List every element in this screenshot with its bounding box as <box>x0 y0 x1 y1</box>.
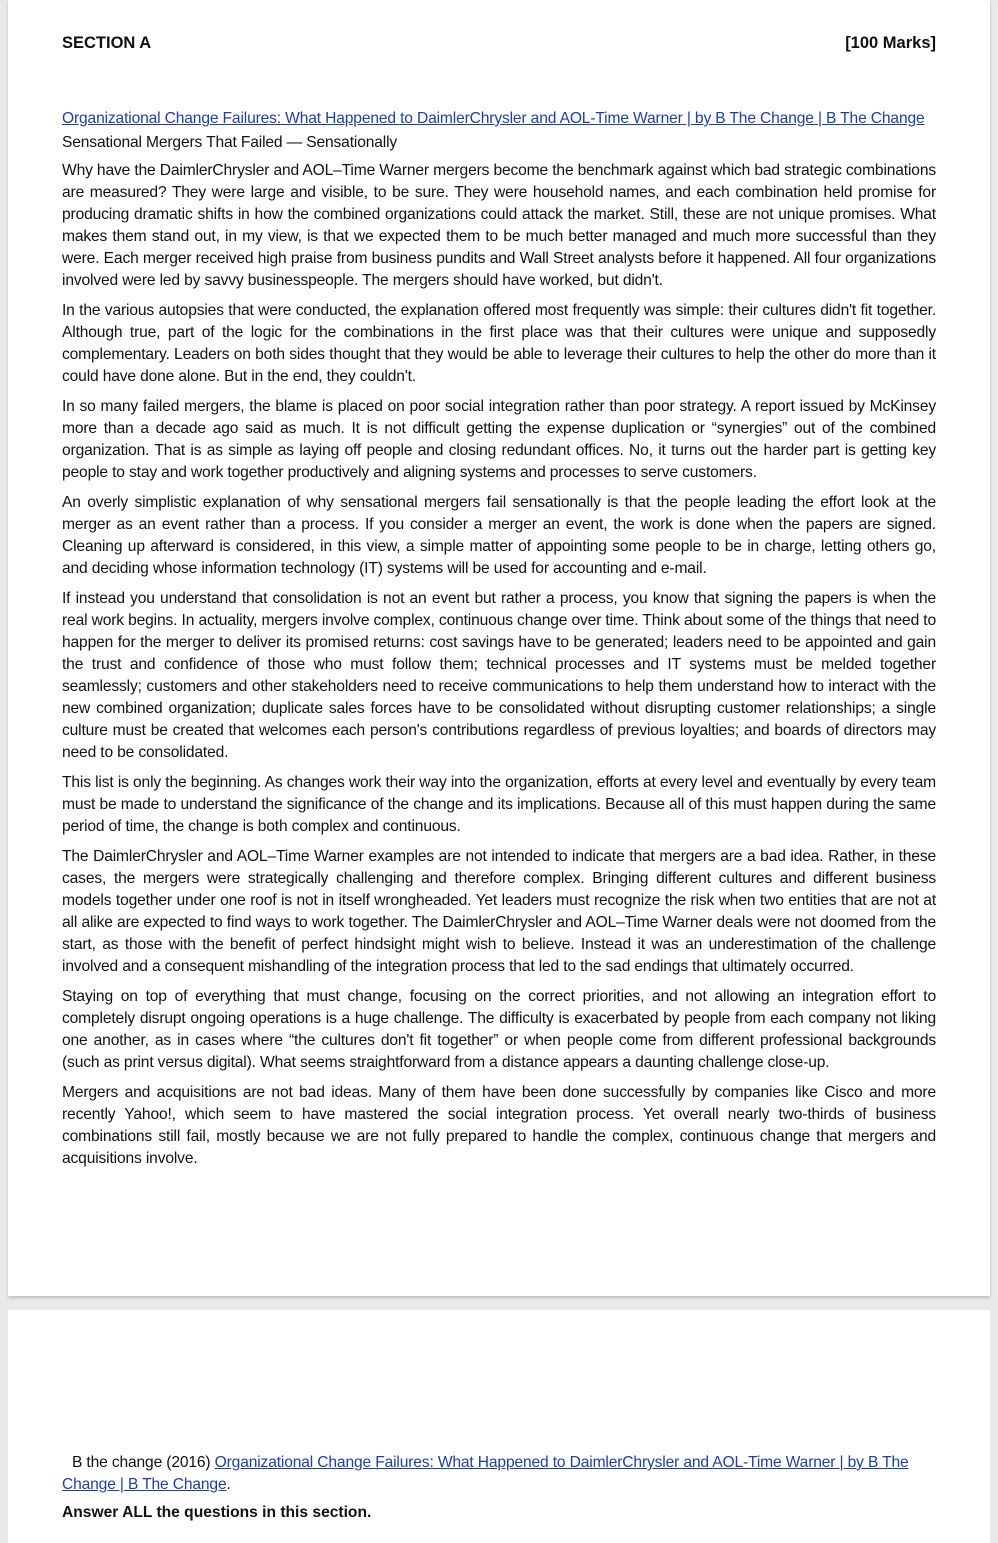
paragraph-1: Why have the DaimlerChrysler and AOL–Time Warner mergers become the benchmark against which bad strategic combinations are measured? They were large and visible, to be sure. They were household names, and each combination held promise for producing dramatic shifts in how the combined organizations could attack the market. Still, these are not unique promises. What makes them stand out, in my view, is that we expected them to be much better managed and much more successful than they were. Each merger received high praise from business pundits and Wall Street analysts before it happened. All four organizations involved were led by savvy businesspeople. The mergers should have worked, but didn't. <box>62 162 936 289</box>
section-header <box>62 34 936 53</box>
paragraph-9: Mergers and acquisitions are not bad ideas. Many of them have been done successfully by companies like Cisco and more recently Yahoo!, which seem to have mastered the social integration process. Yet overall nearly two-thirds of business combinations still fail, mostly because we are not fully prepared to handle the complex, continuous change that mergers and acquisitions involve. <box>62 1084 936 1167</box>
reference-link[interactable]: Organizational Change Failures: What Happened to DaimlerChrysler and AOL-Time Warner | by B The Change | B The Change <box>62 1454 909 1493</box>
section-title: SECTION A <box>62 34 152 52</box>
document-page-2 <box>8 1310 990 1543</box>
paragraph-3: In so many failed mergers, the blame is placed on poor social integration rather than poor strategy. A report issued by McKinsey more than a decade ago said as much. It is not difficult getting the expense duplication or “synergies” out of the combined organization. That is as simple as laying off people and closing redundant offices. No, it turns out the harder part is getting key people to stay and work together productively and aligning systems and processes to serve customers. <box>62 398 936 481</box>
article-link[interactable]: Organizational Change Failures: What Happened to DaimlerChrysler and AOL-Time Warner | by B The Change | B The Change <box>62 110 925 127</box>
paragraph-7: The DaimlerChrysler and AOL–Time Warner examples are not intended to indicate that mergers are a bad idea. Rather, in these cases, the mergers were strategically challenging and therefore complex. Bringing different cultures and different business models together under one roof is not in itself wrongheaded. Yet leaders must recognize the risk when two entities that are not at all alike are expected to find ways to work together. The DaimlerChrysler and AOL–Time Warner deals were not doomed from the start, as those with the benefit of perfect hindsight might wish to believe. Instead it was an underestimation of the challenge involved and a consequent mishandling of the integration process that led to the sad endings that ultimately occurred. <box>62 848 936 975</box>
reference-prefix: B the change (2016) <box>72 1454 215 1471</box>
reference-citation <box>62 1452 936 1496</box>
marks-label: [100 Marks] <box>845 34 936 52</box>
paragraph-4: An overly simplistic explanation of why sensational mergers fail sensationally is that the people leading the effort look at the merger as an event rather than a process. If you consider a merger an event, the work is done when the papers are signed. Cleaning up afterward is considered, in this view, a simple matter of appointing some people to be in charge, letting others go, and deciding whose information technology (IT) systems will be used for accounting and e-mail. <box>62 494 936 577</box>
article-body <box>62 108 936 1178</box>
paragraph-5: If instead you understand that consolidation is not an event but rather a process, you know that signing the papers is when the real work begins. In actuality, mergers involve complex, continuous change over time. Think about some of the things that need to happen for the merger to deliver its promised returns: cost savings have to be generated; leaders need to be appointed and gain the trust and confidence of those who must follow them; technical processes and IT systems must be melded together seamlessly; customers and other stakeholders need to receive communications to help them understand how to interact with the new combined organization; duplicate sales forces have to be consolidated without disrupting customer relationships; a single culture must be created that welcomes each person's contributions regardless of previous loyalties; and boards of directors may need to be consolidated. <box>62 590 936 761</box>
paragraph-2: In the various autopsies that were conducted, the explanation offered most frequently was simple: their cultures didn't fit together. Although true, part of the logic for the combinations in the first place was that their cultures were unique and supposedly complementary. Leaders on both sides thought that they would be able to leverage their cultures to help the other do more than it could have done alone. But in the end, they couldn't. <box>62 302 936 385</box>
reference-suffix: . <box>226 1476 231 1493</box>
article-subtitle: Sensational Mergers That Failed — Sensationally <box>62 134 398 151</box>
document-page-1 <box>8 0 990 1296</box>
paragraph-6: This list is only the beginning. As changes work their way into the organization, efforts at every level and eventually by every team must be made to understand the significance of the change and its implications. Because all of this must happen during the same period of time, the change is both complex and continuous. <box>62 774 936 835</box>
paragraph-8: Staying on top of everything that must change, focusing on the correct priorities, and not allowing an integration effort to completely disrupt ongoing operations is a huge challenge. The difficulty is exacerbated by people from each company not liking one another, as in cases where “the cultures don't fit together” or when people come from different professional backgrounds (such as print versus digital). What seems straightforward from a distance appears a daunting challenge close-up. <box>62 988 936 1071</box>
instruction-text: Answer ALL the questions in this section. <box>62 1504 372 1521</box>
